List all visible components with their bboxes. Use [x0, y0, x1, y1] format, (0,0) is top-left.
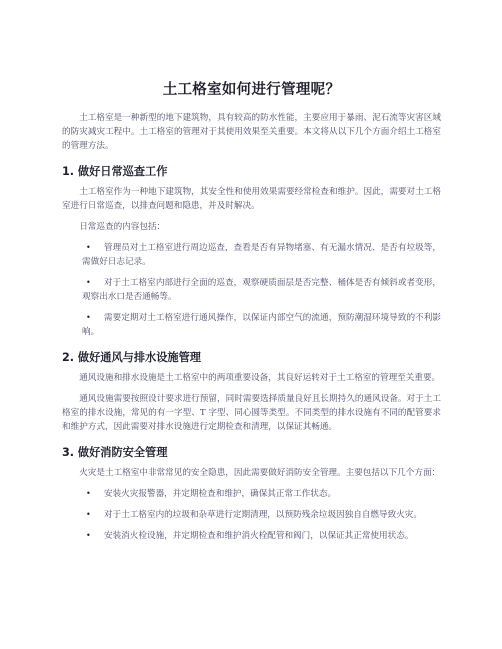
section-2-paragraph-1: 通风设施和排水设施是土工格室中的两项重要设备，其良好运转对于土工格室的管理至关重要。 — [79, 373, 441, 383]
list-item: • 管理员对土工格室进行周边巡查，查看是否有异物堵塞、有无漏水情况、是否有垃圾等，需做好日志记录。 — [82, 243, 441, 267]
section-heading-3: 3. 做好消防安全管理 — [62, 446, 168, 459]
page-title: 土工格室如何进行管理呢？ — [162, 82, 341, 98]
section-1-paragraph-2: 日常巡查的内容包括： — [79, 222, 166, 232]
intro-paragraph: 土工格室是一种新型的地下建筑物，具有较高的防水性能，主要应用于暴雨、泥石流等灾害区域的防灾减灾工程中。土工格室的管理对于其使用效果至关重要。本文将从以下几个方面介绍土工格室的管理方法。 — [62, 113, 441, 151]
list-item: • 安装火灾报警器，并定期检查和维护，确保其正常工作状态。 — [86, 489, 337, 499]
bullet-icon: • — [86, 489, 91, 498]
bullet-icon: • — [86, 278, 91, 287]
section-heading-2: 2. 做好通风与排水设施管理 — [62, 351, 201, 364]
bullet-icon: • — [86, 531, 91, 540]
section-3-paragraph-1: 火灾是土工格室中非常常见的安全隐患，因此需要做好消防安全管理。主要包括以下几个方面： — [79, 468, 441, 478]
bullet-icon: • — [86, 313, 91, 322]
list-item: • 需要定期对土工格室进行通风操作，以保证内部空气的流通，预防潮湿环境导致的不利影响。 — [82, 313, 441, 337]
section-3-list — [62, 487, 441, 543]
section-1-list — [62, 241, 441, 339]
section-heading-1: 1. 做好日常巡查工作 — [62, 165, 168, 178]
document-page — [62, 78, 441, 550]
list-item: • 对于土工格室内的垃圾和杂草进行定期清理，以预防残余垃圾因独自自燃导致火灾。 — [86, 510, 422, 520]
bullet-icon: • — [86, 510, 91, 519]
list-item: • 安装消火栓设施，并定期检查和维护消火栓配管和阀门，以保证其正常使用状态。 — [86, 531, 414, 541]
section-1-paragraph-1: 土工格室作为一种地下建筑物，其安全性和使用效果需要经常检查和维护。因此，需要对土工格室进行日常巡查，以排查问题和隐患，并及时解决。 — [62, 187, 441, 211]
list-item: • 对于土工格室内部进行全面的巡查，观察硬质面层是否完整、桶体是否有倾斜或者变形，观察出水口是否通畅等。 — [82, 278, 441, 302]
bullet-icon: • — [86, 243, 91, 252]
section-2-paragraph-2: 通风设施需要按照设计要求进行预留，同时需要选择质量良好且长期持久的通风设备。对于土工格室的排水设施，常见的有一字型、T 字型、同心圆等类型。不同类型的排水设施有不同的配管要求和维护方式，因此需要对排水设施进行定期检查和清理，以保证其畅通。 — [62, 394, 441, 432]
